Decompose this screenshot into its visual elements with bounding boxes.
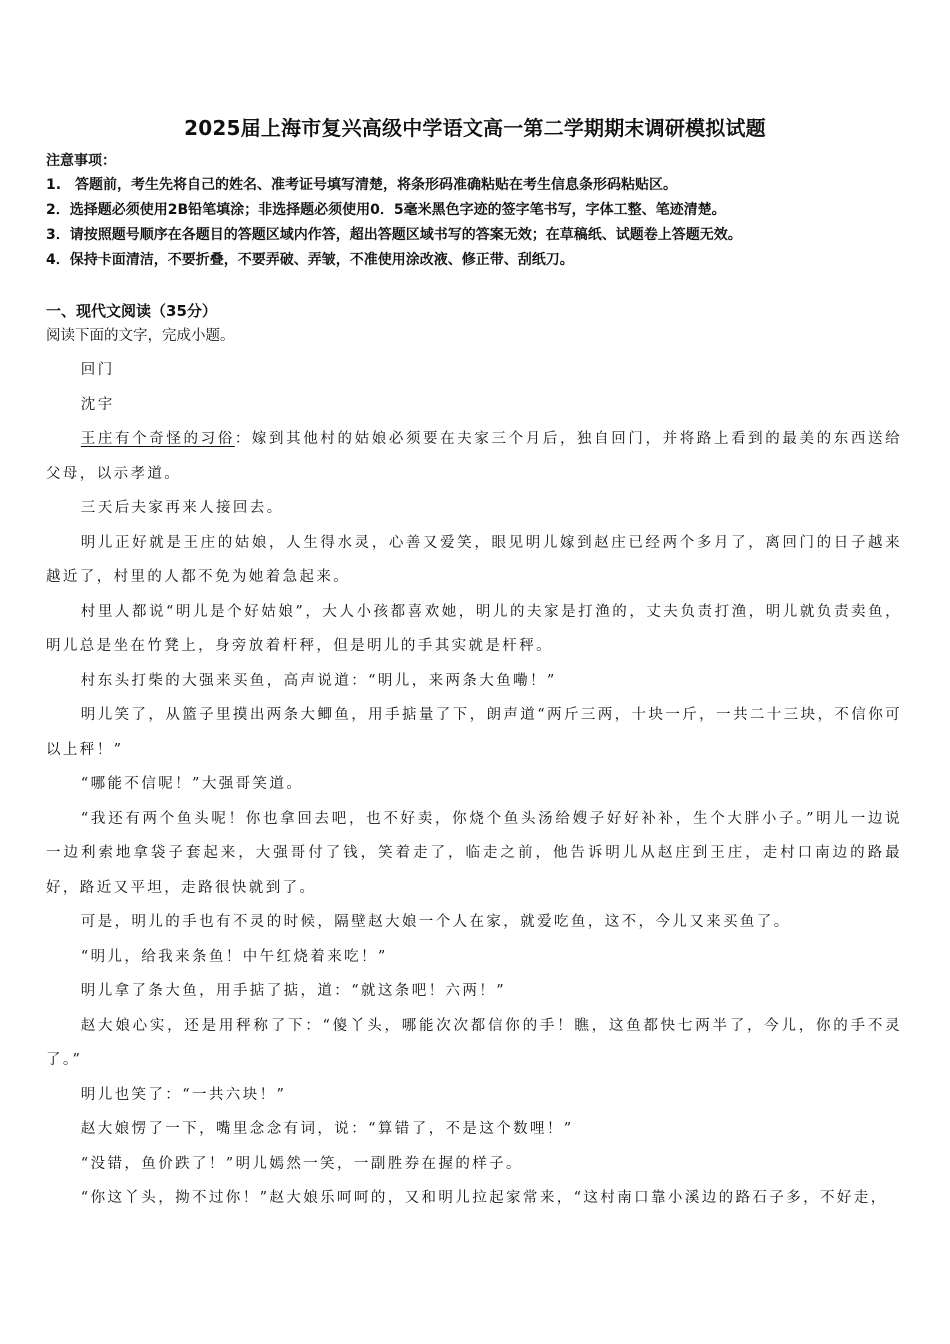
passage-paragraph: 可是，明儿的手也有不灵的时候，隔壁赵大娘一个人在家，就爱吃鱼，这不，今儿又来买鱼了。 [80, 914, 791, 930]
passage-title: 回门 [80, 362, 115, 378]
passage-author: 沈宇 [80, 396, 115, 413]
exam-title: 2025届上海市复兴高级中学语文高一第二学期期末调研模拟试题 [184, 116, 766, 140]
section-instruction: 阅读下面的文字，完成小题。 [46, 328, 235, 344]
passage-paragraph: 明儿也笑了：“一共六块！” [80, 1086, 287, 1103]
paragraph-text: ：嫁到其他村的姑娘必须要在夫家三个月后，独自回门，并将路上看到的最美的东西送给父母，以示孝道。 [46, 431, 902, 482]
passage-paragraph: 明儿拿了条大鱼，用手掂了掂，道：“就这条吧！六两！” [80, 983, 507, 999]
passage-paragraph: 村东头打柴的大强来买鱼，高声说道：“明儿，来两条大鱼嘞！” [80, 672, 557, 689]
passage-paragraph: “你这丫头，拗不过你！”赵大娘乐呵呵的，又和明儿拉起家常来，“这村南口靠小溪边的路石子多，不好走， [80, 1190, 888, 1206]
passage-paragraph [46, 422, 902, 491]
passage-paragraph: 明儿正好就是王庄的姑娘，人生得水灵，心善又爱笑，眼见明儿嫁到赵庄已经两个多月了，离回门的日子越来越近了，村里的人都不免为她着急起来。 [46, 534, 902, 585]
passage-paragraph: “哪能不信呢！”大强哥笑道。 [80, 776, 304, 792]
passage-paragraph: 三天后夫家再来人接回去。 [80, 500, 284, 516]
passage-paragraph: 村里人都说“明儿是个好姑娘”，大人小孩都喜欢她，明儿的夫家是打渔的，丈夫负责打渔，明儿就负责卖鱼，明儿总是坐在竹凳上，身旁放着杆秤，但是明儿的手其实就是杆秤。 [46, 603, 902, 654]
passage-paragraph: “没错，鱼价跌了！”明儿嫣然一笑，一副胜券在握的样子。 [80, 1155, 523, 1172]
notice-item: 1. 答题前，考生先将自己的姓名、准考证号填写清楚，将条形码准确粘贴在考生信息条形码粘贴区。 [46, 177, 678, 193]
passage-paragraph: 赵大娘心实，还是用秤称了下：“傻丫头，哪能次次都信你的手！瞧，这鱼都快七两半了，今儿，你的手不灵了。” [46, 1017, 902, 1068]
notice-item: 4．保持卡面清洁，不要折叠，不要弄破、弄皱，不准使用涂改液、修正带、刮纸刀。 [46, 252, 574, 268]
passage-paragraph: “我还有两个鱼头呢！你也拿回去吧，也不好卖，你烧个鱼头汤给嫂子好好补补，生个大胖小子。”明儿一边说一边利索地拿袋子套起来，大强哥付了钱，笑着走了，临走之前，他告诉明儿从赵庄到王庄，走村口南边的路最好，路近又平坦，走路很快就到了。 [46, 810, 902, 896]
notice-item: 3．请按照题号顺序在各题目的答题区域内作答，超出答题区域书写的答案无效；在草稿纸、试题卷上答题无效。 [46, 227, 742, 243]
notice-heading: 注意事项： [46, 153, 116, 169]
passage-paragraph: 赵大娘愣了一下，嘴里念念有词，说：“算错了，不是这个数哩！” [80, 1121, 574, 1137]
underlined-phrase: 王庄有个奇怪的习俗 [80, 431, 235, 447]
reading-passage [46, 353, 902, 1216]
section-heading: 一、现代文阅读（35分） [46, 302, 217, 320]
notice-block [46, 151, 906, 273]
passage-paragraph: 明儿笑了，从篮子里摸出两条大鲫鱼，用手掂量了下，朗声道“两斤三两，十块一斤，一共二十三块，不信你可以上秤！” [46, 707, 902, 758]
passage-paragraph: “明儿，给我来条鱼！中午红烧着来吃！” [80, 948, 388, 965]
notice-item: 2．选择题必须使用2B铅笔填涂；非选择题必须使用0．5毫米黑色字迹的签字笔书写，字体工整、笔迹清楚。 [46, 202, 726, 218]
